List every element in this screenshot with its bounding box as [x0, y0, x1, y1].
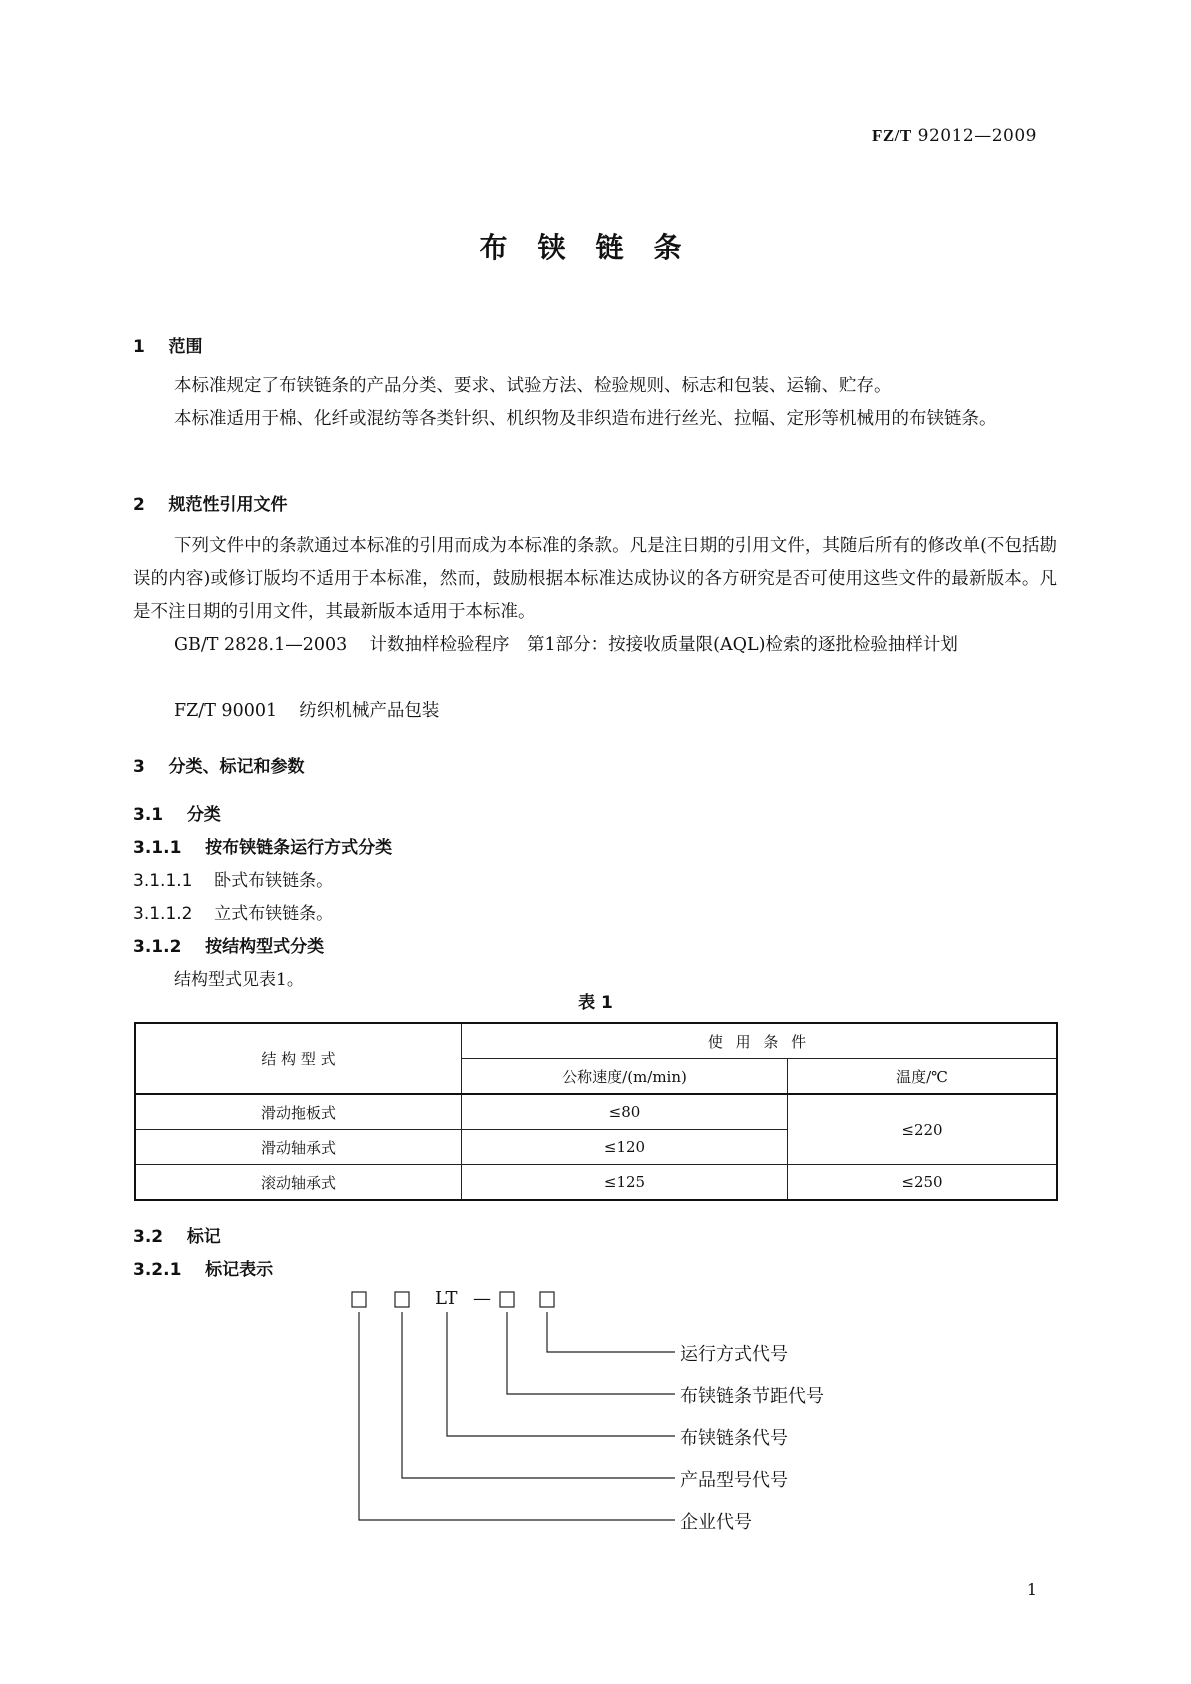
table-cell-speed: ≤120: [462, 1130, 788, 1165]
clause-number: 3.1.1.1: [133, 871, 193, 891]
label-enterprise-code: 企业代号: [680, 1512, 752, 1533]
table-cell-type: 滑动轴承式: [135, 1130, 462, 1165]
header-temperature: 温度/℃: [788, 1059, 1058, 1095]
chain-code-lt: LT: [435, 1288, 458, 1309]
subsection-title: 分类: [186, 805, 221, 825]
label-product-model-code: 产品型号代号: [680, 1470, 788, 1491]
subsection-title: 按布铗链条运行方式分类: [205, 838, 393, 858]
subsection-number: 3.1.1: [133, 838, 182, 858]
document-title: 布铗链条: [479, 231, 712, 264]
leader-line-model: [402, 1312, 675, 1478]
leader-line-pitch: [507, 1312, 675, 1394]
standard-code: 92012—2009: [917, 126, 1037, 146]
section-number: 1: [133, 337, 145, 357]
section-1-paragraph-1: 本标准规定了布铗链条的产品分类、要求、试验方法、检验规则、标志和包装、运输、贮存。: [174, 376, 892, 396]
product-model-code-box: [395, 1292, 409, 1307]
clause-number: 3.1.1.2: [133, 904, 193, 924]
subsection-number: 3.2.1: [133, 1260, 182, 1280]
pitch-code-box: [500, 1292, 514, 1307]
subsection-number: 3.2: [133, 1227, 164, 1247]
subsection-title: 标记表示: [205, 1260, 274, 1280]
subsection-title: 标记: [186, 1227, 221, 1247]
label-pitch-code: 布铗链条节距代号: [680, 1386, 824, 1407]
page-number: 1: [1026, 1580, 1037, 1599]
table-cell-speed: ≤125: [462, 1165, 788, 1201]
table-reference-text: 结构型式见表1。: [174, 970, 304, 990]
section-title: 规范性引用文件: [168, 495, 288, 515]
reference-code: FZ/T 90001: [174, 701, 278, 721]
standard-prefix: FZ/T: [871, 126, 912, 145]
subsection-number: 3.1.2: [133, 937, 182, 957]
header-conditions: 使 用 条 件: [462, 1023, 1058, 1059]
label-operation-mode-code: 运行方式代号: [680, 1344, 788, 1365]
section-number: 3: [133, 757, 145, 777]
section-title: 分类、标记和参数: [168, 757, 305, 777]
section-title: 范围: [168, 337, 203, 357]
table-cell-temperature: ≤220: [788, 1094, 1058, 1165]
code-dash: —: [473, 1288, 491, 1309]
table-cell-temperature: ≤250: [788, 1165, 1058, 1201]
leader-line-chain: [447, 1312, 675, 1436]
subsection-number: 3.1: [133, 805, 164, 825]
label-chain-code: 布铗链条代号: [680, 1428, 788, 1449]
reference-title: 计数抽样检验程序 第1部分：按接收质量限(AQL)检索的逐批检验抽样计划: [369, 635, 958, 655]
reference-title: 纺织机械产品包装: [299, 701, 440, 721]
clause-text: 卧式布铗链条。: [214, 871, 334, 891]
table-cell-speed: ≤80: [462, 1094, 788, 1130]
header-structure: 结 构 型 式: [135, 1023, 462, 1094]
enterprise-code-box: [352, 1292, 366, 1307]
table-cell-type: 滑动拖板式: [135, 1094, 462, 1130]
header-speed: 公称速度/(m/min): [462, 1059, 788, 1095]
leader-line-enterprise: [359, 1312, 675, 1520]
section-2-paragraph-1: 下列文件中的条款通过本标准的引用而成为本标准的条款。凡是注日期的引用文件，其随后所有的修改单(不包括勘误的内容)或修订版均不适用于本标准，然而，鼓励根据本标准达成协议的各方研究是否可使用这些文件的最新版本。凡是不注日期的引用文件，其最新版本适用于本标准。: [133, 536, 1057, 622]
section-1-paragraph-2: 本标准适用于棉、化纤或混纺等各类针织、机织物及非织造布进行丝光、拉幅、定形等机械用的布铗链条。: [174, 409, 997, 429]
subsection-title: 按结构型式分类: [205, 937, 325, 957]
table-caption: 表 1: [578, 993, 613, 1013]
operation-mode-code-box: [540, 1292, 554, 1307]
section-number: 2: [133, 495, 145, 515]
leader-line-operation: [547, 1312, 675, 1352]
clause-text: 立式布铗链条。: [214, 904, 334, 924]
table-cell-type: 滚动轴承式: [135, 1165, 462, 1201]
reference-code: GB/T 2828.1—2003: [174, 635, 348, 655]
